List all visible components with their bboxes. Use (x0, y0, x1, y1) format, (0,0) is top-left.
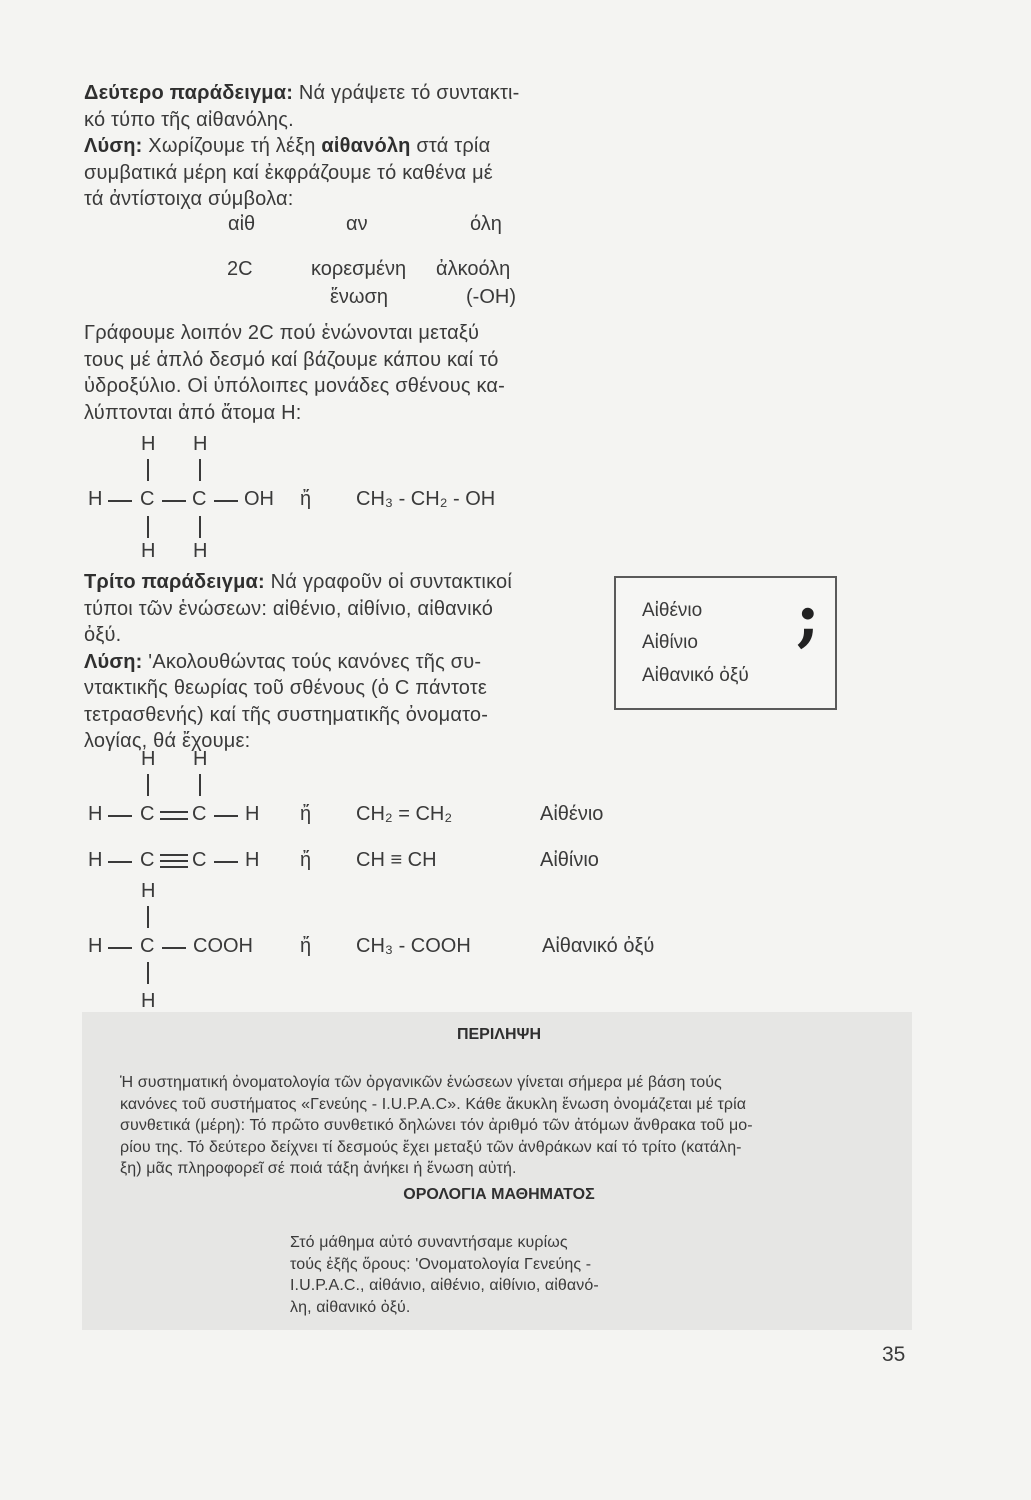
meaning-5: (-OH) (466, 286, 516, 308)
example3-title: Τρίτο παράδειγμα: (84, 571, 265, 593)
summary-heading: ΠΕΡΙΛΗΨΗ (456, 1026, 542, 1043)
ethene-name: Αἰθένιο (540, 803, 604, 825)
meaning-4: ἕνωση (330, 286, 388, 308)
summary-text: Ἡ συστηματική ὀνοματολογία τῶν ὀργανικῶν ἑνώσεων γίνεται σήμερα μέ βάση τούς κανόνες τοῦ συστήματος «Γενεύης - I.U.P.A.C». Κάθε ἄκυκλη ἕνωση ὀνομάζεται μέ τρία συνθετικά (μέρη): Τό πρῶτο συνθετικό δηλώνει τόν ἀριθμό τῶν ἀτόμων ἄνθρακα τοῦ μο- ρίου της. Τό δεύτερο δείχνει τί δεσμούς ἔχει μεταξύ τῶν ἀνθράκων καί τό τρίτο (κατάλη- ξη) μᾶς πληροφορεῖ σέ ποιά τάξη ἀνήκει ἡ ἕνωση αὐτή. (120, 1074, 753, 1177)
meaning-3: ἀλκοόλη (436, 258, 511, 280)
part-1: αἰθ (228, 213, 256, 235)
question-box (614, 576, 837, 710)
question-mark-icon: ; (796, 580, 820, 655)
example3-text: Τρίτο παράδειγμα: Νά γραφοῦν οἱ συντακτικοί τύποι τῶν ἑνώσεων: αἰθένιο, αἰθίνιο, αἰθανικό ὀξύ. Λύση: 'Ακολουθώντας τούς κανόνες τῆς συ- ντακτικῆς θεωρίας τοῦ σθένους (ὁ C πάντοτε τετρασθενής) καί τῆς συστηματικῆς ὀνοματο- λογίας, θά ἔχουμε: (84, 571, 513, 752)
or-word: ἤ (300, 488, 312, 510)
part-3: όλη (470, 213, 502, 235)
ethene-condensed: CH₂ = CH₂ (356, 803, 453, 825)
meaning-2: κορεσμένη (311, 258, 407, 280)
example2-text: Δεύτερο παράδειγμα: Νά γράψετε τό συντακτι- κό τύπο τῆς αἰθανόλης. Λύση: Χωρίζουμε τή λέξη αἰθανόλη στά τρία συμβατικά μέρη καί ἐκφράζουμε τό καθένα μέ τά ἀντίστοιχα σύμβολα: (84, 82, 520, 210)
terms-text: Στό μάθημα αὐτό συναντήσαμε κυρίως τούς ἑξῆς ὅρους: 'Ονοματολογία Γενεύης - I.U.P.A.C., αἰθάνιο, αἰθένιο, αἰθίνιο, αἰθανό- λη, αἰθανικό ὀξύ. (290, 1234, 599, 1316)
acetic-acid-condensed: CH₃ - COOH (356, 935, 471, 957)
part-2: αν (346, 213, 368, 235)
question-item-3: Αἰθανικό ὀξύ (642, 665, 749, 686)
acetic-acid-name: Αἰθανικό ὀξύ (542, 935, 655, 957)
ethyne-condensed: CH ≡ CH (356, 849, 437, 871)
ethanol-condensed: CH₃ - CH₂ - OH (356, 488, 496, 510)
meaning-1: 2C (227, 258, 253, 280)
question-item-1: Αἰθένιο (642, 600, 703, 621)
page-number: 35 (882, 1343, 906, 1366)
example2-after-text: Γράφουμε λοιπόν 2C πού ἑνώνονται μεταξύ τους μέ ἁπλό δεσμό καί βάζουμε κάπου καί τό ὑδροξύλιο. Οἱ ὑπόλοιπες μονάδες σθένους κα- λύπτονται ἀπό ἄτομα H: (84, 322, 506, 424)
example3-solution-label: Λύση: (84, 650, 143, 673)
example2-title: Δεύτερο παράδειγμα: (84, 82, 294, 104)
terms-heading: ΟΡΟΛΟΓΙΑ ΜΑΘΗΜΑΤΟΣ (403, 1186, 595, 1203)
ethyne-name: Αἰθίνιο (540, 849, 599, 871)
question-item-2: Αἰθίνιο (642, 632, 698, 653)
highlight-word: αἰθανόλη (321, 135, 411, 157)
example2-solution-label: Λύση: (84, 135, 143, 157)
